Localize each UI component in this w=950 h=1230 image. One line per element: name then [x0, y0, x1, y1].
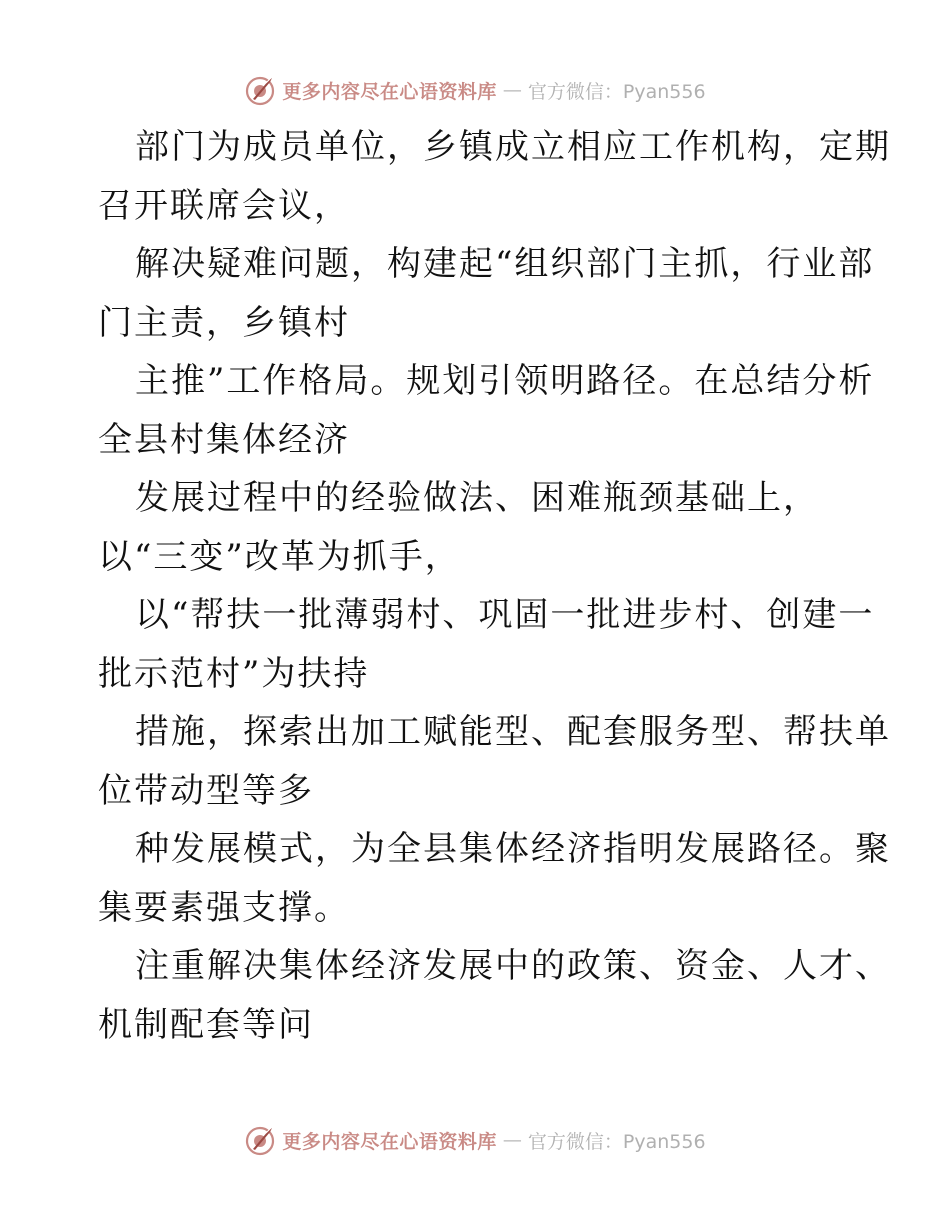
body-line: 召开联席会议， [98, 185, 350, 226]
quill-pen-logo-icon [244, 1124, 276, 1156]
body-line: 注重解决集体经济发展中的政策、资金、人才、 [135, 946, 891, 986]
body-line: 集要素强支撑。 [98, 887, 350, 928]
body-line: 部门为成员单位，乡镇成立相应工作机构，定期 [135, 127, 891, 167]
body-line: 解决疑难问题，构建起“组织部门主抓，行业部 [135, 244, 875, 284]
body-line: 发展过程中的经验做法、困难瓶颈基础上， [135, 478, 819, 518]
watermark-separator: — [502, 79, 522, 101]
body-line: 门主责，乡镇村 [98, 302, 350, 343]
watermark-separator: — [502, 1129, 522, 1151]
document-body [98, 118, 891, 1054]
body-line: 以“帮扶一批薄弱村、巩固一批进步村、创建一 [135, 595, 875, 635]
body-line: 全县村集体经济 [98, 419, 350, 460]
watermark-main-text: 更多内容尽在心语资料库 [282, 1130, 497, 1153]
watermark-sub-text: 官方微信：Pyan556 [527, 80, 706, 103]
body-line: 批示范村”为扶持 [98, 653, 370, 694]
footer-watermark [0, 1120, 950, 1160]
body-line: 位带动型等多 [98, 770, 314, 811]
body-line: 机制配套等问 [98, 1004, 314, 1045]
body-line: 种发展模式，为全县集体经济指明发展路径。聚 [135, 829, 891, 869]
header-watermark [0, 70, 950, 110]
body-line: 措施，探索出加工赋能型、配套服务型、帮扶单 [135, 712, 891, 752]
watermark-main-text: 更多内容尽在心语资料库 [282, 80, 497, 103]
watermark-sub-text: 官方微信：Pyan556 [527, 1130, 706, 1153]
body-line: 主推”工作格局。规划引领明路径。在总结分析 [135, 361, 875, 401]
quill-pen-logo-icon [244, 74, 276, 106]
body-line: 以“三变”改革为抓手， [98, 536, 461, 577]
